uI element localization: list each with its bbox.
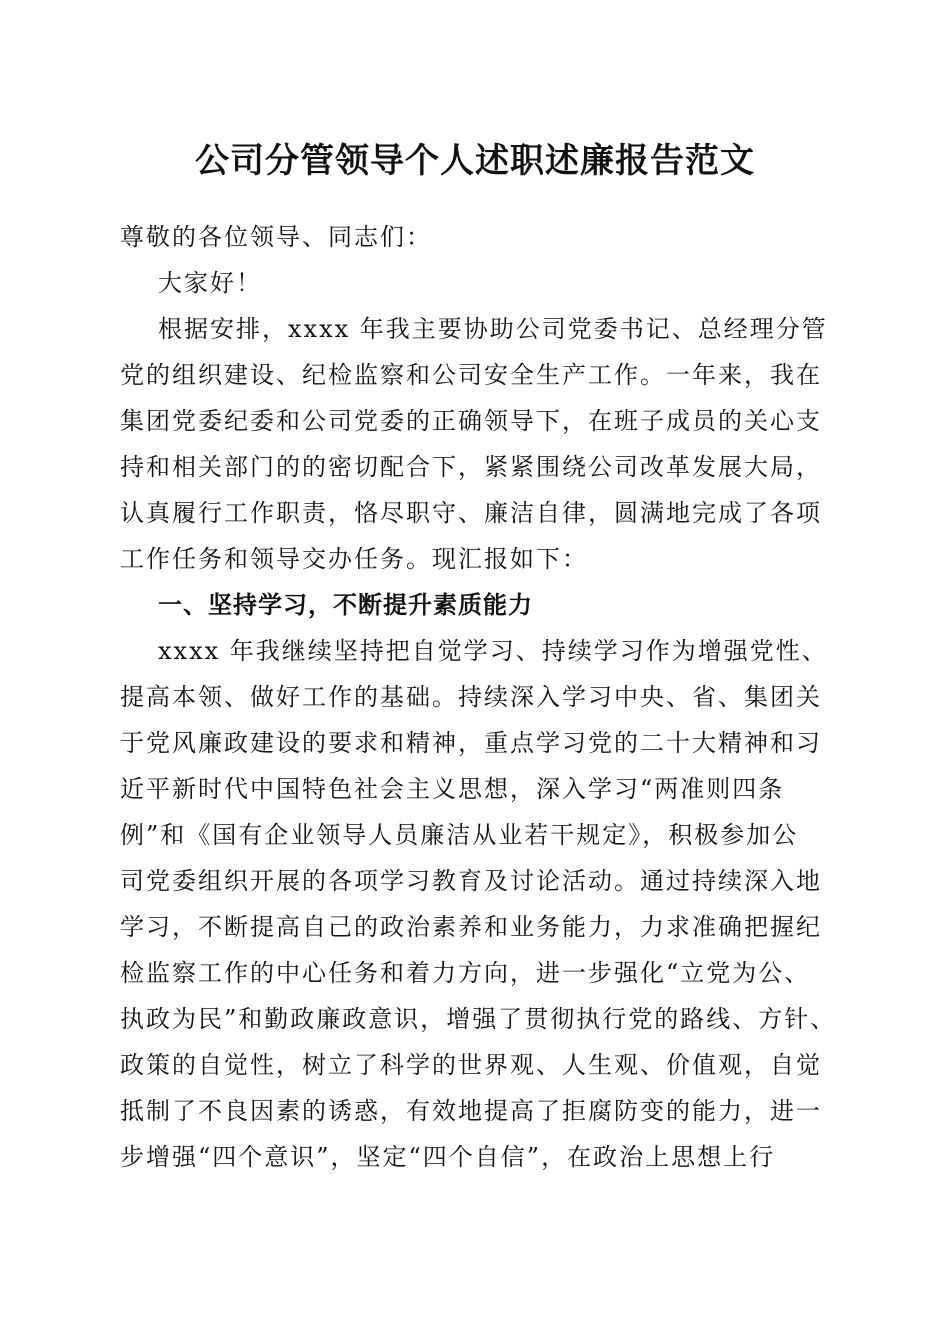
paragraph-line: 司党委组织开展的各项学习教育及讨论活动。通过持续深入地 <box>120 867 822 895</box>
paragraph-line: 根据安排，xxxx 年我主要协助公司党委书记、总经理分管 <box>158 315 828 343</box>
salutation: 尊敬的各位领导、同志们： <box>120 223 432 251</box>
paragraph-line: 党的组织建设、纪检监察和公司安全生产工作。一年来，我在 <box>120 361 822 389</box>
paragraph-line: 步增强“四个意识”，坚定“四个自信”，在政治上思想上行 <box>120 1143 776 1171</box>
paragraph-line: 检监察工作的中心任务和着力方向，进一步强化“立党为公、 <box>120 959 811 987</box>
paragraph-line: 持和相关部门的的密切配合下，紧紧围绕公司改革发展大局， <box>120 453 822 481</box>
paragraph-line: 提高本领、做好工作的基础。持续深入学习中央、省、集团关 <box>120 683 822 711</box>
document-body <box>120 214 840 1180</box>
paragraph-line: 执政为民”和勤政廉政意识，增强了贯彻执行党的路线、方针、 <box>120 1005 837 1033</box>
section-paragraph <box>120 628 840 1180</box>
paragraph-line: 集团党委纪委和公司党委的正确领导下，在班子成员的关心支 <box>120 407 822 435</box>
paragraph-line: 于党风廉政建设的要求和精神，重点学习党的二十大精神和习 <box>120 729 822 757</box>
paragraph-line: 政策的自觉性，树立了科学的世界观、人生观、价值观，自觉 <box>120 1051 822 1079</box>
paragraph-line: xxxx 年我继续坚持把自觉学习、持续学习作为增强党性、 <box>158 637 828 665</box>
document-title: 公司分管领导个人述职述廉报告范文 <box>195 141 755 181</box>
paragraph-line: 近平新时代中国特色社会主义思想，深入学习“两准则四条 <box>120 775 785 803</box>
paragraph-line: 工作任务和领导交办任务。现汇报如下： <box>120 545 588 573</box>
paragraph-line: 学习，不断提高自己的政治素养和业务能力，力求准确把握纪 <box>120 913 822 941</box>
section-heading: 一、坚持学习，不断提升素质能力 <box>158 591 533 619</box>
intro-paragraph <box>120 306 840 582</box>
paragraph-line: 例”和《国有企业领导人员廉洁从业若干规定》，积极参加公 <box>120 821 799 849</box>
greeting: 大家好！ <box>158 269 262 297</box>
paragraph-line: 认真履行工作职责，恪尽职守、廉洁自律，圆满地完成了各项 <box>120 499 822 527</box>
paragraph-line: 抵制了不良因素的诱惑，有效地提高了拒腐防变的能力，进一 <box>120 1097 822 1125</box>
